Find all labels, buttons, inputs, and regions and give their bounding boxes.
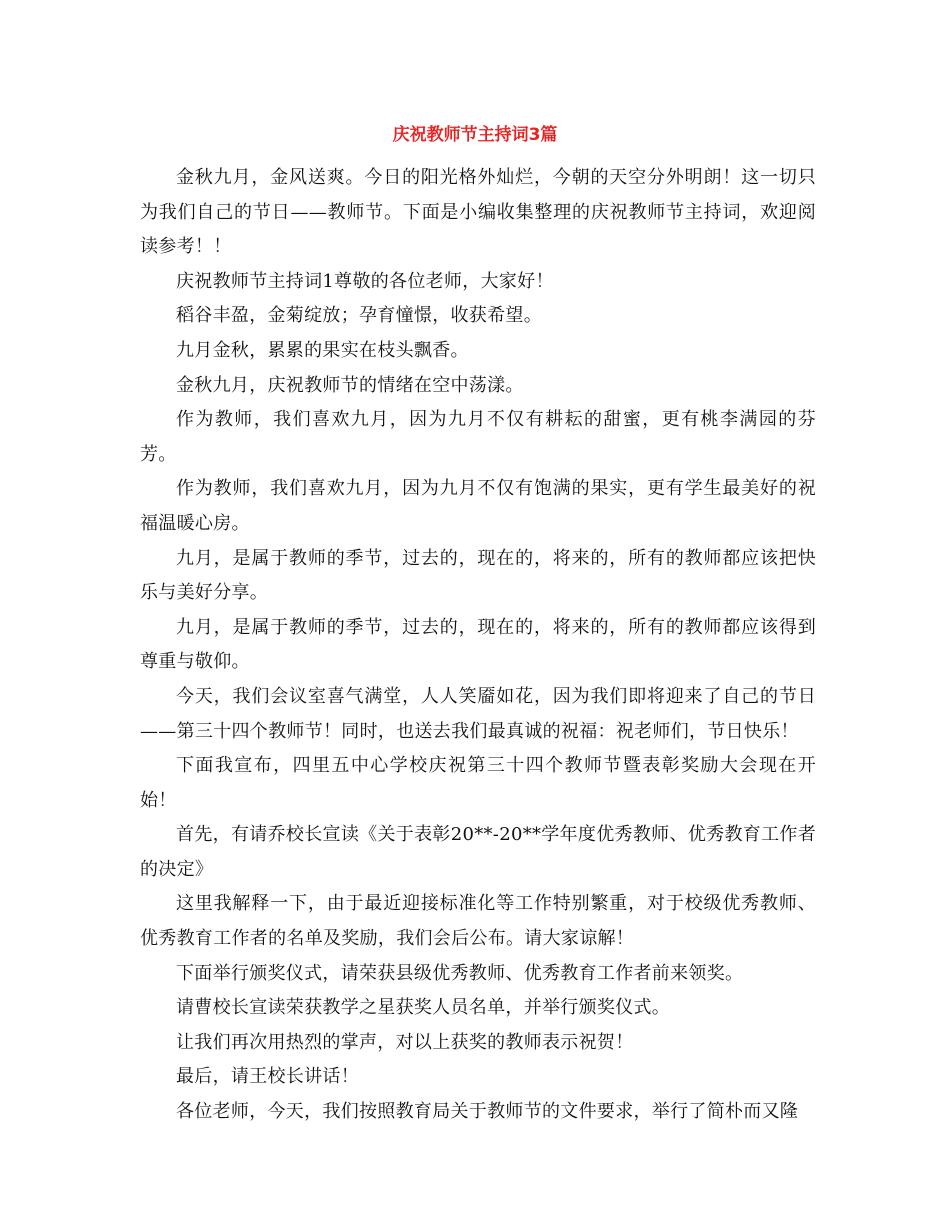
paragraph: 下面我宣布，四里五中心学校庆祝第三十四个教师节暨表彰奖励大会现在开始！ [140,755,816,811]
paragraph: 今天，我们会议室喜气满堂，人人笑靥如花，因为我们即将迎来了自己的节日——第三十四个教师节！同时，也送去我们最真诚的祝福：祝老师们，节日快乐！ [140,685,816,742]
paragraph-last: 各位老师，今天，我们按照教育局关于教师节的文件要求，举行了简朴而又隆 [176,1101,799,1123]
paragraph: 让我们再次用热烈的掌声，对以上获奖的教师表示祝贺！ [176,1031,634,1053]
paragraph: 这里我解释一下，由于最近迎接标准化等工作特别繁重，对于校级优秀教师、优秀教育工作者的名单及奖励，我们会后公布。请大家谅解！ [140,893,816,950]
paragraph: 金秋九月，庆祝教师节的情绪在空中荡漾。 [176,374,524,396]
paragraph: 作为教师，我们喜欢九月，因为九月不仅有饱满的果实，更有学生最美好的祝福温暖心房。 [140,478,816,534]
document-title: 庆祝教师节主持词3篇 [392,125,558,145]
paragraph: 九月金秋，累累的果实在枝头飘香。 [176,339,469,361]
paragraph: 下面举行颁奖仪式，请荣获县级优秀教师、优秀教育工作者前来领奖。 [176,962,744,984]
paragraph: 稻谷丰盈，金菊绽放；孕育憧憬，收获希望。 [176,305,542,327]
paragraph: 九月，是属于教师的季节，过去的，现在的，将来的，所有的教师都应该把快乐与美好分享。 [140,547,816,604]
paragraph: 九月，是属于教师的季节，过去的，现在的，将来的，所有的教师都应该得到尊重与敬仰。 [140,616,816,673]
paragraph-intro: 金秋九月，金风送爽。今日的阳光格外灿烂，今朝的天空分外明朗！这一切只为我们自己的节日——教师节。下面是小编收集整理的庆祝教师节主持词，欢迎阅读参考！！ [140,167,816,258]
paragraph: 首先，有请乔校长宣读《关于表彰20**-20**学年度优秀教师、优秀教育工作者的决定》 [140,824,816,880]
paragraph: 最后，请王校长讲话！ [176,1066,359,1088]
paragraph: 庆祝教师节主持词1尊敬的各位老师，大家好！ [176,270,554,292]
paragraph: 作为教师，我们喜欢九月，因为九月不仅有耕耘的甜蜜，更有桃李满园的芬芳。 [140,409,816,465]
document-body [140,161,816,1130]
paragraph: 请曹校长宣读荣获教学之星获奖人员名单，并举行颁奖仪式。 [176,997,671,1019]
